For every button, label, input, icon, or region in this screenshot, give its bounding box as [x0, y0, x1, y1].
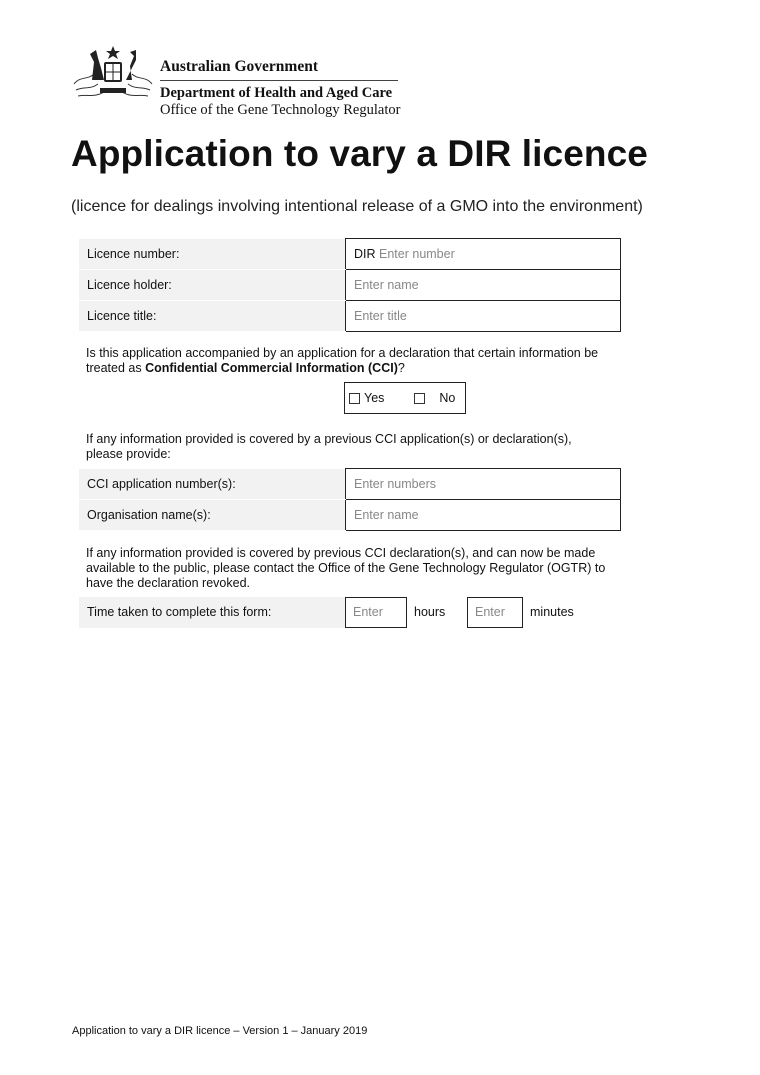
minutes-placeholder: Enter	[475, 605, 505, 619]
organisation-name-field[interactable]	[346, 500, 621, 531]
licence-holder-field[interactable]	[346, 270, 621, 301]
revoke-instructions: If any information provided is covered by previous CCI declaration(s), and can now be made available to the public, please contact the Office of the Gene Technology Regulator (OGTR) to have the declaration revoked.	[86, 546, 606, 590]
hours-field[interactable]	[345, 597, 407, 628]
header-divider	[160, 80, 398, 81]
licence-holder-label: Licence holder:	[79, 270, 346, 301]
cci-question-bold: Confidential Commercial Information (CCI)	[145, 361, 398, 375]
cci-question-text: Is this application accompanied by an application for a declaration that certain information be treated as	[86, 346, 599, 375]
checkbox-icon[interactable]	[414, 393, 425, 404]
cci-yes-no-group	[344, 382, 466, 414]
table-row	[79, 301, 621, 332]
table-row	[79, 469, 621, 500]
licence-number-label: Licence number:	[79, 239, 346, 270]
licence-title-label: Licence title:	[79, 301, 346, 332]
checkbox-icon[interactable]	[349, 393, 360, 404]
organisation-name-label: Organisation name(s):	[79, 500, 346, 531]
minutes-unit: minutes	[530, 605, 574, 619]
cci-question-end: ?	[397, 361, 405, 375]
hours-placeholder: Enter	[353, 605, 383, 619]
hours-unit: hours	[414, 605, 446, 619]
office-name: Office of the Gene Technology Regulator	[160, 102, 401, 118]
cci-previous-text: If any information provided is covered by a previous CCI application(s) or declaration(s), please provide:	[86, 432, 572, 461]
licence-holder-placeholder: Enter name	[354, 278, 419, 292]
licence-number-placeholder: Enter number	[379, 247, 455, 261]
cci-question	[86, 346, 626, 376]
table-row	[79, 239, 621, 270]
coat-of-arms-logo	[70, 40, 156, 106]
licence-number-field[interactable]	[346, 239, 621, 270]
footer-version: Application to vary a DIR licence – Version 1 – January 2019	[72, 1025, 368, 1037]
cci-yes-label: Yes	[364, 391, 385, 405]
licence-number-prefix: DIR	[354, 247, 376, 261]
cci-application-number-field[interactable]	[346, 469, 621, 500]
government-name: Australian Government	[160, 58, 319, 75]
licence-details-table	[79, 238, 621, 332]
table-row	[79, 500, 621, 531]
time-taken-label: Time taken to complete this form:	[79, 597, 345, 628]
page-subtitle: (licence for dealings involving intentional release of a GMO into the environment)	[71, 198, 643, 215]
licence-title-placeholder: Enter title	[354, 309, 407, 323]
licence-title-field[interactable]	[346, 301, 621, 332]
cci-application-number-placeholder: Enter numbers	[354, 477, 436, 491]
cci-details-table	[79, 468, 621, 531]
cci-application-number-label: CCI application number(s):	[79, 469, 346, 500]
minutes-field[interactable]	[467, 597, 523, 628]
department-name: Department of Health and Aged Care	[160, 85, 393, 101]
page-title: Application to vary a DIR licence	[71, 133, 648, 174]
table-row	[79, 270, 621, 301]
organisation-name-placeholder: Enter name	[354, 508, 419, 522]
cci-no-option[interactable]	[414, 391, 455, 405]
cci-yes-option[interactable]	[349, 391, 384, 405]
cci-no-label: No	[439, 391, 456, 405]
